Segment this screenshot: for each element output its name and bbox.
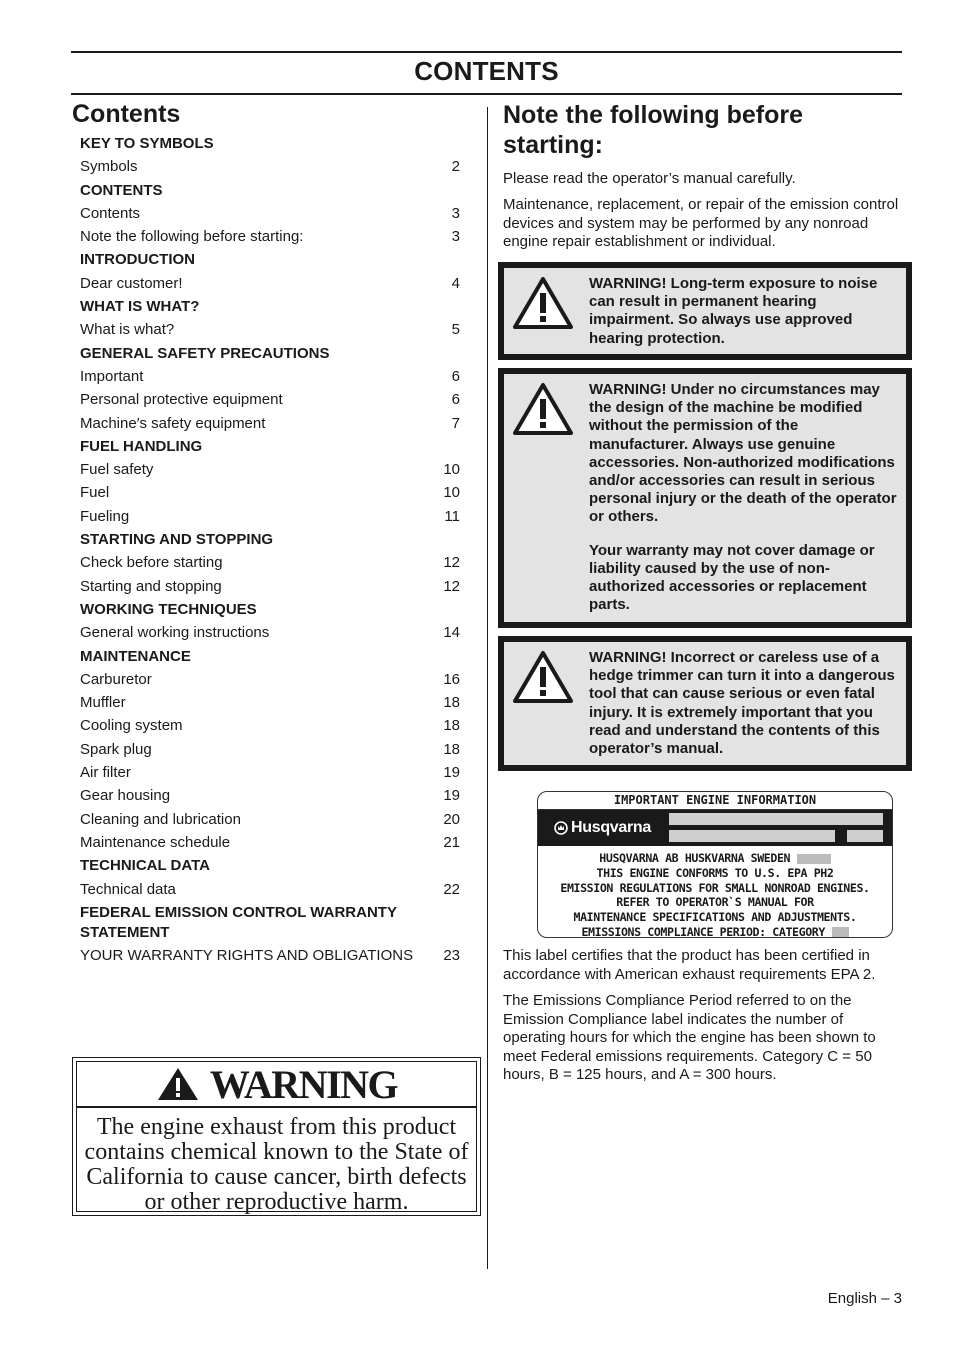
- toc-entry-page: 6: [451, 391, 460, 409]
- toc-entry-page: 18: [443, 694, 460, 712]
- prop65-warning-box: [72, 1057, 481, 1216]
- toc-section-heading: [80, 856, 460, 879]
- toc-entry-page: 2: [451, 158, 460, 176]
- toc-entry: [80, 880, 460, 903]
- toc-entry-page: 12: [443, 577, 460, 595]
- compliance-paragraph: The Emissions Compliance Period referred to on the Emission Compliance label indicates the number of operating hours for which the engine has been shown to meet Federal emissions requirements. Category C = 50 hours, B = 125 hours, and A = 300 hours.: [503, 992, 876, 1084]
- toc-entry: [80, 204, 460, 227]
- toc-entry-page: 3: [451, 204, 460, 222]
- toc-entry-title: WHAT IS WHAT?: [80, 298, 200, 316]
- toc-entry: [80, 740, 460, 763]
- toc-entry: [80, 320, 460, 343]
- engine-label-title: IMPORTANT ENGINE INFORMATION: [538, 792, 892, 810]
- toc-entry-page: 3: [451, 228, 460, 246]
- toc-entry-page: 21: [443, 833, 460, 851]
- toc-section-heading: [80, 903, 460, 946]
- warning-triangle-icon: [156, 1066, 200, 1102]
- toc-entry: [80, 367, 460, 390]
- page-header: CONTENTS: [414, 56, 559, 86]
- toc-entry-title: MAINTENANCE: [80, 647, 191, 665]
- toc-entry-title: Note the following before starting:: [80, 228, 304, 246]
- toc-entry-page: 14: [443, 624, 460, 642]
- warranty-warning-text: Your warranty may not cover damage or liability caused by the use of non-authorized accessories or replacement parts.: [589, 541, 875, 614]
- toc-entry: [80, 274, 460, 297]
- label-field-bar: [669, 830, 835, 842]
- toc-entry-page: 12: [443, 554, 460, 572]
- toc-entry-title: GENERAL SAFETY PRECAUTIONS: [80, 344, 330, 362]
- label-blank-field: [797, 854, 831, 864]
- toc-entry: [80, 390, 460, 413]
- toc-entry-title: General working instructions: [80, 624, 270, 642]
- toc-entry: [80, 623, 460, 646]
- engine-label-line: EMISSION REGULATIONS FOR SMALL NONROAD ENGINES.: [560, 880, 870, 895]
- warning-triangle-icon: [512, 382, 574, 436]
- label-caption: This label certifies that the product has been certified in accordance with American exhaust requirements EPA 2.: [503, 947, 876, 983]
- table-of-contents: [80, 134, 460, 969]
- note-heading: Note the following before starting:: [503, 101, 803, 159]
- toc-entry: [80, 577, 460, 600]
- toc-section-heading: [80, 437, 460, 460]
- toc-entry-title: INTRODUCTION: [80, 251, 195, 269]
- engine-label-line: MAINTENANCE SPECIFICATIONS AND ADJUSTMENTS.: [573, 910, 857, 925]
- toc-entry: [80, 460, 460, 483]
- toc-entry-title: Carburetor: [80, 670, 152, 688]
- toc-entry-title: Maintenance schedule: [80, 833, 231, 851]
- toc-section-heading: [80, 530, 460, 553]
- toc-entry-title: WORKING TECHNIQUES: [80, 600, 257, 618]
- toc-entry-title: Contents: [80, 204, 141, 222]
- toc-section-heading: [80, 344, 460, 367]
- toc-entry-title: Machine′s safety equipment: [80, 414, 266, 432]
- toc-section-heading: [80, 250, 460, 273]
- toc-entry-title: Important: [80, 367, 144, 385]
- toc-section-heading: [80, 297, 460, 320]
- toc-entry-title: STARTING AND STOPPING: [80, 531, 274, 549]
- toc-entry-page: 10: [443, 484, 460, 502]
- column-divider: [487, 107, 488, 1269]
- toc-entry-title: Fuel: [80, 484, 110, 502]
- toc-entry-page: 23: [443, 946, 460, 964]
- engine-label-line: EMISSIONS COMPLIANCE PERIOD: CATEGORY: [581, 924, 825, 938]
- noise-warning-box: [498, 262, 912, 360]
- toc-entry-title: Fuel safety: [80, 461, 154, 479]
- toc-entry: [80, 483, 460, 506]
- engine-label-text: [538, 846, 892, 938]
- brand-logo: [554, 819, 651, 837]
- toc-entry: [80, 670, 460, 693]
- toc-entry-page: 5: [451, 321, 460, 339]
- engine-label-line: HUSQVARNA AB HUSKVARNA SWEDEN: [599, 851, 791, 865]
- toc-entry-page: 6: [451, 367, 460, 385]
- maintenance-paragraph: Maintenance, replacement, or repair of the emission control devices and system may be performed by any nonroad engine repair establishment or individual.: [503, 196, 899, 251]
- prop65-title: [77, 1062, 476, 1108]
- engine-label-brand-band: [538, 810, 892, 846]
- toc-heading: Contents: [72, 100, 181, 128]
- toc-entry-title: Fueling: [80, 507, 130, 525]
- toc-entry-title: Cleaning and lubrication: [80, 810, 241, 828]
- toc-entry-title: TECHNICAL DATA: [80, 857, 210, 875]
- header-rule: [71, 93, 902, 95]
- toc-section-heading: [80, 181, 460, 204]
- toc-entry-page: 18: [443, 717, 460, 735]
- toc-entry: [80, 553, 460, 576]
- toc-entry-title: FEDERAL EMISSION CONTROL WARRANTY STATEMENT: [80, 903, 397, 941]
- label-field-bar: [847, 830, 883, 842]
- toc-entry-title: YOUR WARRANTY RIGHTS AND OBLIGATIONS: [80, 946, 414, 964]
- toc-section-heading: [80, 134, 460, 157]
- toc-entry-title: What is what?: [80, 321, 175, 339]
- toc-entry: [80, 507, 460, 530]
- modification-warning-text: WARNING! Under no circumstances may the design of the machine be modified without the permission of the manufacturer. Always use genuine accessories. Non-authorized modifications and/or accessories can result in serious personal injury or the death of the operator or others.: [589, 381, 897, 526]
- toc-entry: [80, 227, 460, 250]
- toc-entry: [80, 693, 460, 716]
- toc-entry-page: 11: [444, 507, 460, 525]
- label-field-bar: [669, 813, 883, 825]
- brand-name: Husqvarna: [571, 819, 651, 836]
- toc-entry-title: Starting and stopping: [80, 577, 222, 595]
- top-rule: [71, 51, 902, 53]
- toc-entry: [80, 810, 460, 833]
- toc-entry-page: 16: [443, 670, 460, 688]
- toc-entry-page: 22: [443, 880, 460, 898]
- toc-section-heading: [80, 647, 460, 670]
- toc-entry-page: 7: [451, 414, 460, 432]
- toc-entry-page: 18: [443, 740, 460, 758]
- label-blank-field: [832, 927, 849, 937]
- toc-entry: [80, 414, 460, 437]
- careless-use-warning-box: [498, 636, 912, 771]
- careless-use-warning-text: WARNING! Incorrect or careless use of a hedge trimmer can turn it into a dangerous tool that can cause serious or even fatal injury. It is extremely important that you read and understand the contents of this operator’s manual.: [589, 649, 895, 758]
- toc-entry-title: Spark plug: [80, 740, 152, 758]
- toc-entry-title: KEY TO SYMBOLS: [80, 135, 214, 152]
- warning-triangle-icon: [512, 650, 574, 704]
- toc-entry: [80, 946, 460, 969]
- engine-information-label: [537, 791, 893, 938]
- toc-entry: [80, 763, 460, 786]
- toc-entry-title: Muffler: [80, 694, 126, 712]
- intro-paragraph: Please read the operator’s manual carefully.: [503, 170, 796, 187]
- engine-label-line: THIS ENGINE CONFORMS TO U.S. EPA PH2: [596, 865, 834, 880]
- toc-entry: [80, 157, 460, 180]
- engine-label-line: REFER TO OPERATOR`S MANUAL FOR: [616, 895, 814, 910]
- toc-entry-title: Dear customer!: [80, 274, 183, 292]
- toc-entry-title: Technical data: [80, 880, 176, 898]
- toc-entry-page: 4: [451, 274, 460, 292]
- toc-entry-title: Personal protective equipment: [80, 391, 283, 409]
- toc-entry-title: Cooling system: [80, 717, 183, 735]
- toc-entry-page: 19: [443, 764, 460, 782]
- toc-entry-title: FUEL HANDLING: [80, 437, 203, 455]
- modification-warning-box: [498, 368, 912, 628]
- toc-entry-page: 19: [443, 787, 460, 805]
- toc-entry-title: Check before starting: [80, 554, 223, 572]
- toc-entry-title: CONTENTS: [80, 181, 163, 199]
- prop65-body: The engine exhaust from this product contains chemical known to the State of California to cause cancer, birth defects or other reproductive harm.: [84, 1114, 469, 1215]
- toc-entry-title: Gear housing: [80, 787, 171, 805]
- prop65-title-text: WARNING: [209, 1061, 398, 1107]
- toc-entry: [80, 833, 460, 856]
- page-footer: English – 3: [827, 1290, 902, 1307]
- toc-entry: [80, 716, 460, 739]
- warning-triangle-icon: [512, 276, 574, 330]
- toc-entry-title: Symbols: [80, 158, 138, 176]
- toc-entry-page: 20: [443, 810, 460, 828]
- toc-entry: [80, 786, 460, 809]
- toc-entry-title: Air filter: [80, 764, 131, 782]
- husqvarna-crown-icon: [554, 821, 568, 835]
- toc-entry-page: 10: [443, 461, 460, 479]
- noise-warning-text: WARNING! Long-term exposure to noise can result in permanent hearing impairment. So always use approved hearing protection.: [589, 275, 878, 347]
- toc-section-heading: [80, 600, 460, 623]
